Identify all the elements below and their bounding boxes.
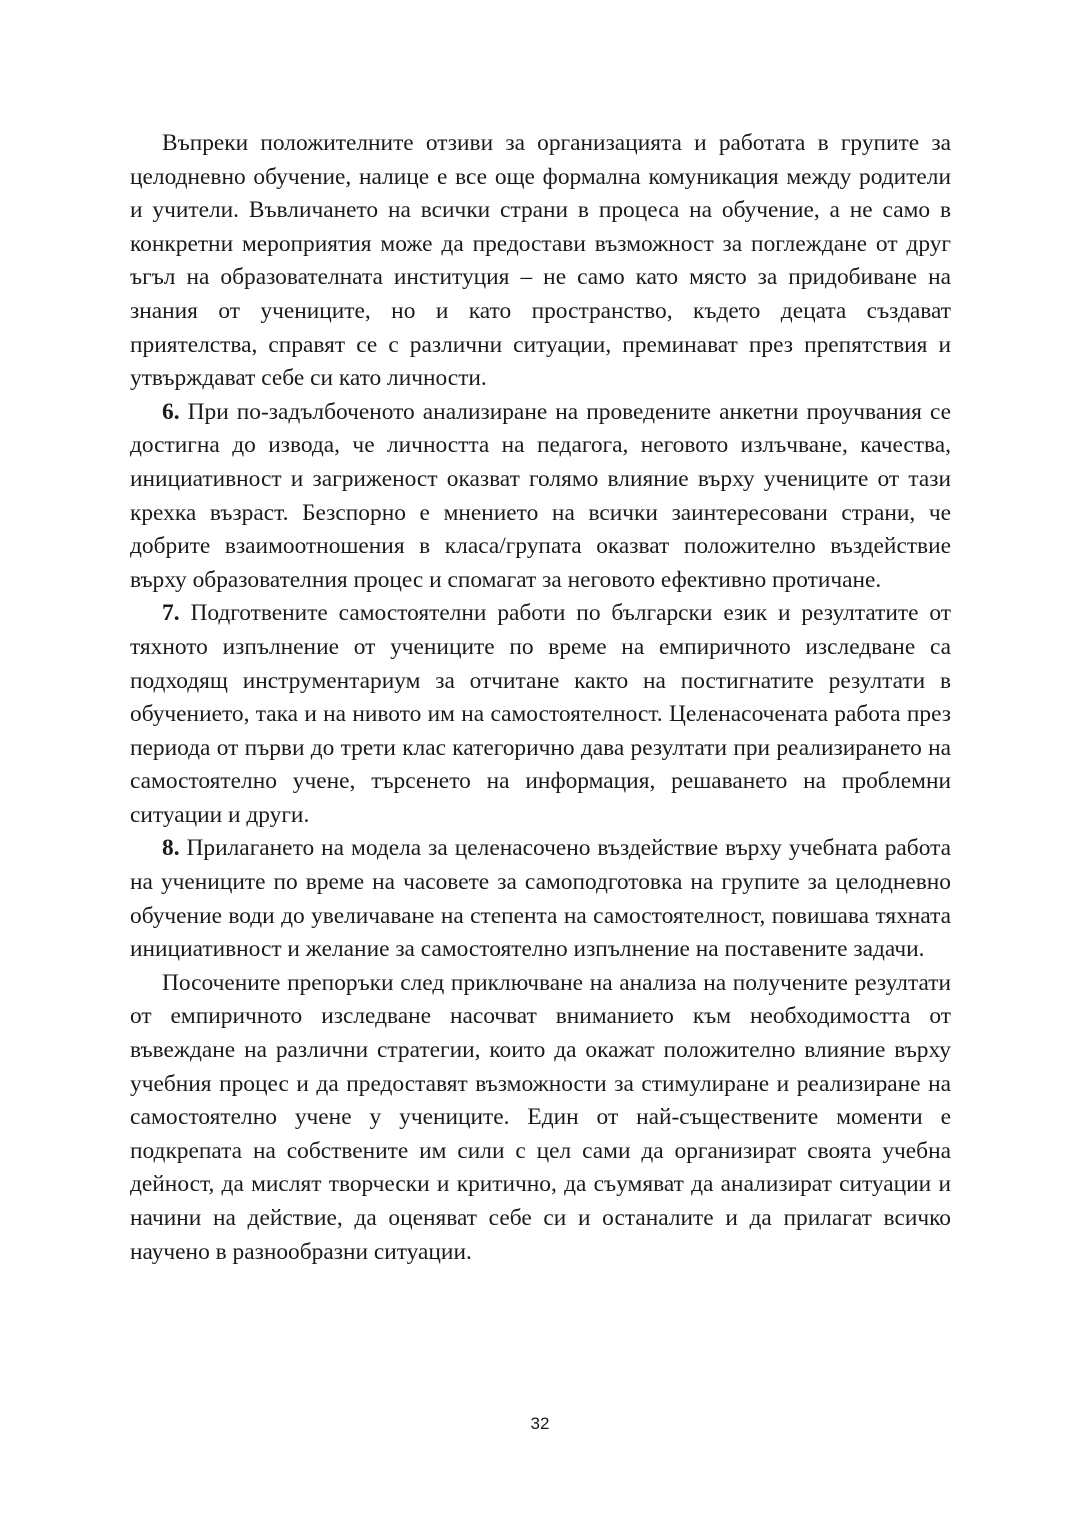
page-number: 32 (530, 1414, 550, 1433)
body-text (130, 127, 951, 1269)
paragraph-intro (130, 127, 951, 396)
paragraph-conclusion (130, 967, 951, 1269)
paragraph-item-7 (130, 597, 951, 832)
paragraph-number: 7. (162, 600, 180, 627)
paragraph-text: Посочените препоръки след приключване на анализа на получените резултати от емпиричното изследване насочват вниманието към необходимостта от въвеждане на различни стратегии, които да окажат положително влияние върху учебния процес и да предоставят възможности за стимулиране и реализиране на самостоятелно учене у учениците. Един от най-съществените моменти е подкрепата на собствените им сили с цел сами да организират своята учебна дейност, да мислят творчески и критично, да съумяват да анализират ситуации и начини на действие, да оценяват себе си и останалите и да прилагат всичко научено в разнообразни ситуации. (130, 969, 951, 1265)
paragraph-text: При по-задълбоченото анализиране на проведените анкетни проучвания се достигна до извода, че личността на педагога, неговото излъчване, качества, инициативност и загриженост оказват голямо влияние върху учениците от тази крехка възраст. Безспорно е мнението на всички заинтересовани страни, че добрите взаимоотношения в класа/групата оказват положително въздействие върху образователния процес и спомагат за неговото ефективно протичане. (130, 398, 952, 593)
paragraph-text: Въпреки положителните отзиви за организацията и работата в групите за целодневно обучение, налице е все още формална комуникация между родители и учители. Въвличането на всички страни в процеса на обучение, а не само в конкретни мероприятия може да предостави възможност за поглеждане от друг ъгъл на образователната институция – не само като място за придобиване на знания от учениците, но и като пространство, където децата създават приятелства, справят се с различни ситуации, преминават през препятствия и утвърждават себе си като личности. (130, 130, 951, 392)
paragraph-text: Прилагането на модела за целенасочено въздействие върху учебната работа на учениците по време на часовете за самоподготовка на групите за целодневно обучение води до увеличаване на степента на самостоятелност, повишава тяхната инициативност и желание за самостоятелно изпълнение на поставените задачи. (130, 835, 951, 963)
paragraph-text: Подготвените самостоятелни работи по български език и резултатите от тяхното изпълнение от учениците по време на емпиричното изследване са подходящ инструментариум за отчитане както на постигнатите резултати в обучението, така и на нивото им на самостоятелност. Целенасочената работа през периода от първи до трети клас категорично дава резултати при реализирането на самостоятелно учене, търсенето на информация, решаването на проблемни ситуации и други. (130, 600, 951, 828)
paragraph-number: 8. (162, 835, 180, 862)
paragraph-number: 6. (162, 398, 180, 425)
paragraph-item-6 (130, 396, 951, 598)
paragraph-item-8 (130, 832, 951, 966)
